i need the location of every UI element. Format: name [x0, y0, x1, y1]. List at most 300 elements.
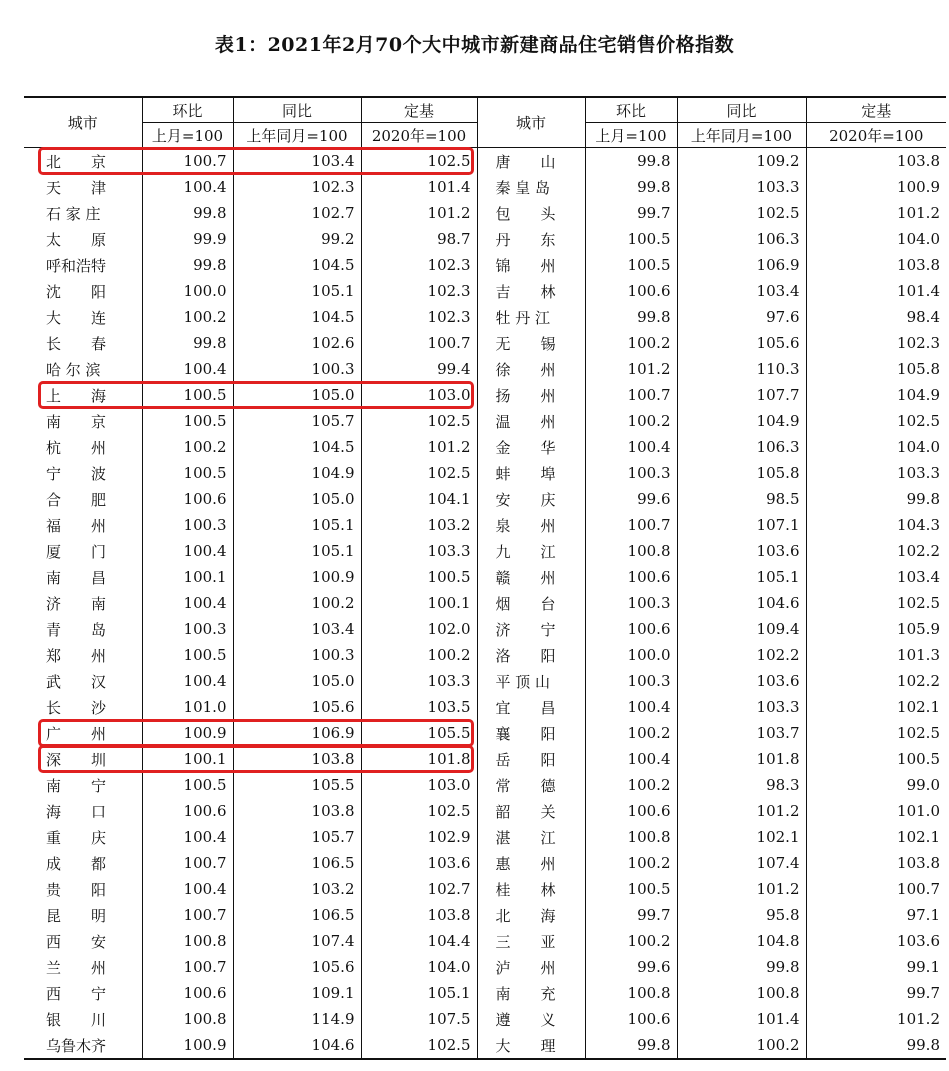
- base-cell-2: 101.3: [806, 642, 946, 668]
- mom-cell: 100.0: [142, 278, 233, 304]
- yoy-cell-2: 100.2: [677, 1032, 806, 1059]
- table-row: [24, 200, 946, 226]
- mom-cell: 100.4: [142, 876, 233, 902]
- table-row: [24, 148, 946, 175]
- city-cell: 乌鲁木齐: [46, 1036, 107, 1055]
- mom-cell-2: 100.4: [585, 434, 677, 460]
- city-cell: 太 原: [46, 230, 107, 249]
- mom-cell-2: 100.8: [585, 538, 677, 564]
- city-cell-2: 岳 阳: [477, 746, 585, 772]
- table-body: [24, 148, 946, 1060]
- city-header: 城市: [24, 97, 142, 148]
- table-row: [24, 902, 946, 928]
- yoy-cell: 104.5: [233, 434, 361, 460]
- city-cell: 长 春: [46, 334, 107, 353]
- table-row: [24, 694, 946, 720]
- mom-cell-2: 100.4: [585, 746, 677, 772]
- city-cell: 西 安: [46, 932, 107, 951]
- table-row: [24, 642, 946, 668]
- mom-cell: 100.7: [142, 902, 233, 928]
- yoy-cell: 104.5: [233, 252, 361, 278]
- city-cell-2: 唐 山: [477, 148, 585, 175]
- base-cell: 103.2: [361, 512, 477, 538]
- base-cell-2: 103.8: [806, 252, 946, 278]
- mom-cell: 100.9: [142, 1032, 233, 1059]
- yoy-cell-2: 101.2: [677, 798, 806, 824]
- base-cell-2: 103.6: [806, 928, 946, 954]
- mom-cell: 100.7: [142, 954, 233, 980]
- table-row: [24, 564, 946, 590]
- mom-cell-2: 100.3: [585, 668, 677, 694]
- yoy-cell-2: 102.2: [677, 642, 806, 668]
- mom-cell-2: 100.6: [585, 616, 677, 642]
- table-row: [24, 486, 946, 512]
- base-cell-2: 103.8: [806, 148, 946, 175]
- table-row: [24, 954, 946, 980]
- base-cell-2: 99.1: [806, 954, 946, 980]
- base-cell: 104.0: [361, 954, 477, 980]
- city-cell: 上 海: [46, 386, 107, 405]
- yoy-subheader: 上年同月=100: [233, 123, 361, 148]
- mom-cell: 100.5: [142, 772, 233, 798]
- base-cell-2: 104.0: [806, 434, 946, 460]
- yoy-cell-2: 101.8: [677, 746, 806, 772]
- yoy-cell: 105.5: [233, 772, 361, 798]
- base-cell: 102.7: [361, 876, 477, 902]
- mom-cell-2: 100.7: [585, 512, 677, 538]
- base-cell: 101.2: [361, 200, 477, 226]
- yoy-cell: 104.9: [233, 460, 361, 486]
- table-row: [24, 824, 946, 850]
- city-cell-2: 包 头: [477, 200, 585, 226]
- yoy-cell: 100.3: [233, 642, 361, 668]
- mom-cell-2: 100.4: [585, 694, 677, 720]
- table-row: [24, 590, 946, 616]
- mom-cell: 100.7: [142, 850, 233, 876]
- mom-cell: 100.6: [142, 486, 233, 512]
- yoy-cell-2: 97.6: [677, 304, 806, 330]
- mom-cell: 99.8: [142, 330, 233, 356]
- city-cell-2: 蚌 埠: [477, 460, 585, 486]
- yoy-cell: 100.2: [233, 590, 361, 616]
- yoy-cell-2: 104.6: [677, 590, 806, 616]
- mom-cell-2: 99.6: [585, 954, 677, 980]
- table-row: [24, 850, 946, 876]
- yoy-header: 同比: [233, 97, 361, 123]
- base-cell: 102.5: [361, 798, 477, 824]
- mom-cell: 100.3: [142, 512, 233, 538]
- table-row: [24, 252, 946, 278]
- yoy-cell-2: 101.2: [677, 876, 806, 902]
- mom-cell-2: 100.2: [585, 330, 677, 356]
- mom-header-2: 环比: [585, 97, 677, 123]
- mom-cell: 100.4: [142, 538, 233, 564]
- table-row: [24, 382, 946, 408]
- base-cell: 104.1: [361, 486, 477, 512]
- base-cell-2: 102.5: [806, 408, 946, 434]
- city-cell-2: 韶 关: [477, 798, 585, 824]
- base-cell-2: 101.2: [806, 200, 946, 226]
- yoy-cell: 102.7: [233, 200, 361, 226]
- mom-cell-2: 100.8: [585, 824, 677, 850]
- table-row: [24, 226, 946, 252]
- mom-cell: 100.7: [142, 148, 233, 175]
- yoy-cell-2: 109.2: [677, 148, 806, 175]
- base-cell-2: 100.7: [806, 876, 946, 902]
- base-cell: 102.5: [361, 408, 477, 434]
- city-cell-2: 烟 台: [477, 590, 585, 616]
- base-cell: 107.5: [361, 1006, 477, 1032]
- yoy-cell: 103.8: [233, 798, 361, 824]
- base-cell-2: 103.8: [806, 850, 946, 876]
- base-cell-2: 102.3: [806, 330, 946, 356]
- base-cell: 99.4: [361, 356, 477, 382]
- mom-cell-2: 100.0: [585, 642, 677, 668]
- table-row: [24, 1006, 946, 1032]
- yoy-cell-2: 99.8: [677, 954, 806, 980]
- city-cell-2: 吉 林: [477, 278, 585, 304]
- yoy-cell-2: 101.4: [677, 1006, 806, 1032]
- yoy-cell-2: 95.8: [677, 902, 806, 928]
- mom-cell: 100.4: [142, 356, 233, 382]
- table-row: [24, 876, 946, 902]
- city-cell: 南 宁: [46, 776, 107, 795]
- mom-cell-2: 100.3: [585, 460, 677, 486]
- table-header: [24, 97, 946, 148]
- mom-cell: 100.8: [142, 928, 233, 954]
- city-cell-2: 徐 州: [477, 356, 585, 382]
- mom-cell: 100.8: [142, 1006, 233, 1032]
- city-cell-2: 南 充: [477, 980, 585, 1006]
- base-cell: 105.5: [361, 720, 477, 746]
- mom-cell: 100.4: [142, 174, 233, 200]
- mom-cell: 100.5: [142, 460, 233, 486]
- yoy-cell: 114.9: [233, 1006, 361, 1032]
- city-cell: 南 京: [46, 412, 107, 431]
- city-cell-2: 湛 江: [477, 824, 585, 850]
- table-row: [24, 434, 946, 460]
- base-cell-2: 101.4: [806, 278, 946, 304]
- base-cell-2: 98.4: [806, 304, 946, 330]
- yoy-cell: 102.3: [233, 174, 361, 200]
- base-cell: 103.0: [361, 382, 477, 408]
- base-cell-2: 102.1: [806, 694, 946, 720]
- yoy-cell: 107.4: [233, 928, 361, 954]
- mom-cell: 100.5: [142, 408, 233, 434]
- base-cell-2: 103.4: [806, 564, 946, 590]
- city-cell: 贵 阳: [46, 880, 107, 899]
- city-cell-2: 九 江: [477, 538, 585, 564]
- city-cell: 武 汉: [46, 672, 107, 691]
- yoy-cell-2: 106.9: [677, 252, 806, 278]
- yoy-cell-2: 98.5: [677, 486, 806, 512]
- city-cell: 长 沙: [46, 698, 107, 717]
- city-cell-2: 常 德: [477, 772, 585, 798]
- yoy-cell-2: 105.1: [677, 564, 806, 590]
- base-cell-2: 105.8: [806, 356, 946, 382]
- yoy-cell: 105.7: [233, 408, 361, 434]
- yoy-cell: 105.1: [233, 538, 361, 564]
- city-cell: 海 口: [46, 802, 107, 821]
- base-cell: 102.3: [361, 304, 477, 330]
- base-cell: 102.5: [361, 460, 477, 486]
- city-cell-2: 泸 州: [477, 954, 585, 980]
- base-cell-2: 103.3: [806, 460, 946, 486]
- city-cell-2: 安 庆: [477, 486, 585, 512]
- yoy-cell: 103.4: [233, 616, 361, 642]
- yoy-cell-2: 103.6: [677, 538, 806, 564]
- mom-header: 环比: [142, 97, 233, 123]
- yoy-cell: 104.5: [233, 304, 361, 330]
- city-cell-2: 扬 州: [477, 382, 585, 408]
- mom-cell: 100.6: [142, 980, 233, 1006]
- yoy-cell: 99.2: [233, 226, 361, 252]
- mom-cell-2: 100.7: [585, 382, 677, 408]
- base-cell: 98.7: [361, 226, 477, 252]
- mom-cell-2: 100.2: [585, 850, 677, 876]
- base-cell-2: 99.7: [806, 980, 946, 1006]
- mom-cell: 99.8: [142, 200, 233, 226]
- mom-cell-2: 100.2: [585, 772, 677, 798]
- yoy-cell-2: 106.3: [677, 226, 806, 252]
- city-cell-2: 遵 义: [477, 1006, 585, 1032]
- mom-cell: 100.1: [142, 746, 233, 772]
- city-cell-2: 无 锡: [477, 330, 585, 356]
- mom-cell: 100.4: [142, 824, 233, 850]
- base-cell-2: 100.5: [806, 746, 946, 772]
- mom-cell: 100.2: [142, 434, 233, 460]
- base-cell: 103.5: [361, 694, 477, 720]
- yoy-header-2: 同比: [677, 97, 806, 123]
- base-cell: 102.5: [361, 1032, 477, 1059]
- city-cell: 杭 州: [46, 438, 107, 457]
- yoy-cell: 105.1: [233, 512, 361, 538]
- base-cell: 101.2: [361, 434, 477, 460]
- city-cell-2: 桂 林: [477, 876, 585, 902]
- table-row: [24, 980, 946, 1006]
- yoy-cell-2: 102.5: [677, 200, 806, 226]
- city-cell: 福 州: [46, 516, 107, 535]
- yoy-cell-2: 110.3: [677, 356, 806, 382]
- table-row: [24, 1032, 946, 1059]
- yoy-cell: 100.3: [233, 356, 361, 382]
- table-title: 表1：2021年2月70个大中城市新建商品住宅销售价格指数: [214, 34, 735, 56]
- base-cell: 102.3: [361, 252, 477, 278]
- base-cell: 100.2: [361, 642, 477, 668]
- city-cell: 银 川: [46, 1010, 107, 1029]
- mom-cell: 100.5: [142, 642, 233, 668]
- mom-cell-2: 99.7: [585, 902, 677, 928]
- city-cell: 兰 州: [46, 958, 107, 977]
- mom-cell: 100.6: [142, 798, 233, 824]
- yoy-cell-2: 103.3: [677, 694, 806, 720]
- base-cell: 103.3: [361, 538, 477, 564]
- city-cell: 宁 波: [46, 464, 107, 483]
- yoy-cell: 109.1: [233, 980, 361, 1006]
- city-cell-2: 秦 皇 岛: [477, 174, 585, 200]
- mom-cell: 100.4: [142, 590, 233, 616]
- yoy-cell: 105.0: [233, 382, 361, 408]
- city-cell: 成 都: [46, 854, 107, 873]
- mom-cell: 99.9: [142, 226, 233, 252]
- table-row: [24, 512, 946, 538]
- yoy-cell: 103.4: [233, 148, 361, 175]
- base-cell-2: 99.8: [806, 486, 946, 512]
- mom-subheader-2: 上月=100: [585, 123, 677, 148]
- mom-cell-2: 100.2: [585, 720, 677, 746]
- base-cell: 100.7: [361, 330, 477, 356]
- base-cell-2: 99.0: [806, 772, 946, 798]
- price-index-table: [24, 96, 946, 1060]
- base-cell-2: 102.2: [806, 538, 946, 564]
- table-row: [24, 720, 946, 746]
- city-cell: 郑 州: [46, 646, 107, 665]
- city-cell: 厦 门: [46, 542, 107, 561]
- yoy-cell-2: 102.1: [677, 824, 806, 850]
- base-cell-2: 101.2: [806, 1006, 946, 1032]
- city-cell: 昆 明: [46, 906, 107, 925]
- city-cell-2: 大 理: [477, 1032, 585, 1059]
- city-cell-2: 锦 州: [477, 252, 585, 278]
- yoy-cell-2: 103.6: [677, 668, 806, 694]
- table-row: [24, 408, 946, 434]
- city-cell: 广 州: [46, 724, 107, 743]
- yoy-cell: 105.6: [233, 954, 361, 980]
- base-cell-2: 104.0: [806, 226, 946, 252]
- base-cell: 101.8: [361, 746, 477, 772]
- mom-cell-2: 100.5: [585, 226, 677, 252]
- city-cell: 青 岛: [46, 620, 107, 639]
- mom-cell: 99.8: [142, 252, 233, 278]
- base-cell-2: 105.9: [806, 616, 946, 642]
- base-subheader-2: 2020年=100: [806, 123, 946, 148]
- base-cell: 103.3: [361, 668, 477, 694]
- yoy-cell-2: 109.4: [677, 616, 806, 642]
- city-cell-2: 宜 昌: [477, 694, 585, 720]
- mom-cell: 101.0: [142, 694, 233, 720]
- table-row: [24, 278, 946, 304]
- yoy-cell-2: 107.7: [677, 382, 806, 408]
- yoy-cell-2: 105.8: [677, 460, 806, 486]
- table-row: [24, 928, 946, 954]
- mom-cell: 100.3: [142, 616, 233, 642]
- mom-cell-2: 99.6: [585, 486, 677, 512]
- city-cell: 沈 阳: [46, 282, 107, 301]
- city-cell: 深 圳: [46, 750, 107, 769]
- mom-cell: 100.4: [142, 668, 233, 694]
- base-header-2: 定基: [806, 97, 946, 123]
- base-cell-2: 100.9: [806, 174, 946, 200]
- mom-cell: 100.9: [142, 720, 233, 746]
- base-cell: 102.5: [361, 148, 477, 175]
- yoy-subheader-2: 上年同月=100: [677, 123, 806, 148]
- base-cell: 102.0: [361, 616, 477, 642]
- base-cell-2: 97.1: [806, 902, 946, 928]
- table-row: [24, 668, 946, 694]
- table-row: [24, 746, 946, 772]
- yoy-cell: 105.0: [233, 668, 361, 694]
- base-cell-2: 102.2: [806, 668, 946, 694]
- yoy-cell-2: 107.4: [677, 850, 806, 876]
- base-cell: 103.8: [361, 902, 477, 928]
- city-cell-2: 三 亚: [477, 928, 585, 954]
- mom-cell: 100.2: [142, 304, 233, 330]
- yoy-cell: 106.9: [233, 720, 361, 746]
- city-cell-2: 赣 州: [477, 564, 585, 590]
- city-cell: 济 南: [46, 594, 107, 613]
- city-cell: 呼和浩特: [46, 256, 107, 275]
- city-cell: 南 昌: [46, 568, 107, 587]
- city-cell-2: 洛 阳: [477, 642, 585, 668]
- yoy-cell-2: 103.4: [677, 278, 806, 304]
- mom-cell-2: 99.8: [585, 304, 677, 330]
- base-cell-2: 104.9: [806, 382, 946, 408]
- base-cell-2: 102.1: [806, 824, 946, 850]
- yoy-cell: 105.1: [233, 278, 361, 304]
- city-cell-2: 金 华: [477, 434, 585, 460]
- mom-cell-2: 100.5: [585, 252, 677, 278]
- yoy-cell-2: 107.1: [677, 512, 806, 538]
- base-cell-2: 102.5: [806, 720, 946, 746]
- mom-cell-2: 100.6: [585, 564, 677, 590]
- base-cell-2: 104.3: [806, 512, 946, 538]
- city-cell: 合 肥: [46, 490, 107, 509]
- yoy-cell: 102.6: [233, 330, 361, 356]
- table-row: [24, 174, 946, 200]
- base-subheader: 2020年=100: [361, 123, 477, 148]
- yoy-cell: 104.6: [233, 1032, 361, 1059]
- city-cell: 大 连: [46, 308, 107, 327]
- mom-cell-2: 100.6: [585, 798, 677, 824]
- table-row: [24, 460, 946, 486]
- yoy-cell: 103.8: [233, 746, 361, 772]
- city-cell-2: 泉 州: [477, 512, 585, 538]
- city-cell-2: 北 海: [477, 902, 585, 928]
- mom-cell-2: 100.6: [585, 1006, 677, 1032]
- mom-cell-2: 100.8: [585, 980, 677, 1006]
- mom-cell-2: 100.2: [585, 928, 677, 954]
- table-row: [24, 304, 946, 330]
- table-row: [24, 330, 946, 356]
- mom-cell-2: 101.2: [585, 356, 677, 382]
- base-cell: 104.4: [361, 928, 477, 954]
- city-cell-2: 济 宁: [477, 616, 585, 642]
- city-cell-2: 平 顶 山: [477, 668, 585, 694]
- yoy-cell: 100.9: [233, 564, 361, 590]
- yoy-cell: 105.6: [233, 694, 361, 720]
- base-cell-2: 99.8: [806, 1032, 946, 1059]
- base-cell: 102.9: [361, 824, 477, 850]
- base-cell-2: 102.5: [806, 590, 946, 616]
- mom-cell: 100.5: [142, 382, 233, 408]
- yoy-cell: 103.2: [233, 876, 361, 902]
- base-cell: 101.4: [361, 174, 477, 200]
- mom-cell-2: 100.5: [585, 876, 677, 902]
- base-cell-2: 101.0: [806, 798, 946, 824]
- city-cell-2: 惠 州: [477, 850, 585, 876]
- mom-cell-2: 100.3: [585, 590, 677, 616]
- mom-cell-2: 99.8: [585, 174, 677, 200]
- yoy-cell-2: 103.3: [677, 174, 806, 200]
- base-cell: 103.6: [361, 850, 477, 876]
- base-cell: 102.3: [361, 278, 477, 304]
- city-cell-2: 襄 阳: [477, 720, 585, 746]
- base-cell: 105.1: [361, 980, 477, 1006]
- table-row: [24, 772, 946, 798]
- city-cell: 天 津: [46, 178, 107, 197]
- yoy-cell-2: 103.7: [677, 720, 806, 746]
- yoy-cell-2: 105.6: [677, 330, 806, 356]
